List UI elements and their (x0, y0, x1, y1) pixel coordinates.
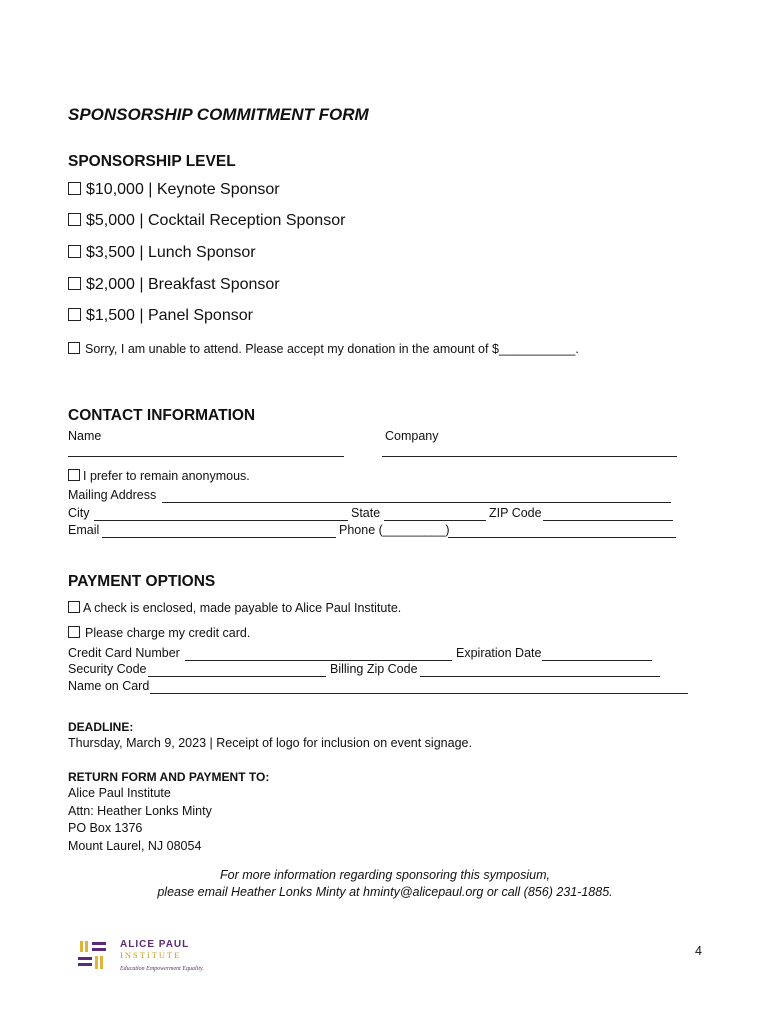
city-label: City (68, 506, 90, 520)
sponsorship-heading: SPONSORSHIP LEVEL (68, 153, 236, 170)
footer-line-2: please email Heather Lonks Minty at hminty@alicepaul.org or call (856) 231-1885. (157, 885, 613, 899)
option-label: $3,500 | Lunch Sponsor (86, 244, 256, 261)
city-field[interactable] (94, 520, 348, 521)
checkbox[interactable] (68, 308, 81, 321)
logo-tagline: Education Empowerment Equality. (120, 966, 204, 972)
page-number: 4 (695, 944, 702, 958)
company-field[interactable] (382, 456, 677, 457)
anonymous-option[interactable] (68, 469, 250, 483)
checkbox[interactable] (68, 626, 80, 638)
name-field[interactable] (68, 456, 344, 457)
check-option[interactable] (68, 601, 401, 615)
donation-option[interactable] (68, 342, 579, 356)
payment-heading: PAYMENT OPTIONS (68, 573, 216, 590)
deadline-heading: DEADLINE: (68, 720, 134, 734)
option-label: $1,500 | Panel Sponsor (86, 307, 253, 324)
alice-paul-logo-mark (78, 940, 108, 970)
mailing-label: Mailing Address (68, 488, 157, 502)
expiration-field[interactable] (542, 660, 652, 661)
zip-field[interactable] (543, 520, 673, 521)
name-on-card-field[interactable] (150, 693, 688, 694)
phone-label: Phone (_________) (339, 523, 450, 537)
sponsorship-option-lunch[interactable] (68, 244, 256, 262)
sponsorship-option-panel[interactable] (68, 307, 253, 325)
option-label: $2,000 | Breakfast Sponsor (86, 276, 280, 293)
return-line-organization: Alice Paul Institute (68, 786, 171, 800)
zip-label: ZIP Code (489, 506, 542, 520)
checkbox[interactable] (68, 245, 81, 258)
return-heading: RETURN FORM AND PAYMENT TO: (68, 770, 270, 784)
anonymous-label: I prefer to remain anonymous. (83, 469, 250, 483)
expiration-label: Expiration Date (456, 646, 542, 660)
contact-heading: CONTACT INFORMATION (68, 407, 256, 424)
checkbox[interactable] (68, 342, 80, 354)
email-field[interactable] (102, 537, 336, 538)
mailing-field[interactable] (162, 502, 671, 503)
sponsorship-option-cocktail[interactable] (68, 212, 345, 230)
footer-line-1: For more information regarding sponsoring this symposium, (220, 868, 550, 882)
deadline-text: Thursday, March 9, 2023 | Receipt of logo for inclusion on event signage. (68, 736, 472, 750)
state-field[interactable] (384, 520, 486, 521)
phone-field[interactable] (448, 537, 676, 538)
logo-name-line-1: ALICE PAUL (120, 939, 190, 950)
billing-zip-label: Billing Zip Code (330, 662, 418, 676)
checkbox[interactable] (68, 601, 80, 613)
option-label: $10,000 | Keynote Sponsor (86, 181, 280, 198)
checkbox[interactable] (68, 213, 81, 226)
logo-name-line-2: INSTITUTE (120, 950, 182, 960)
card-number-label: Credit Card Number (68, 646, 180, 660)
email-label: Email (68, 523, 100, 537)
checkbox[interactable] (68, 277, 81, 290)
security-label: Security Code (68, 662, 147, 676)
state-label: State (351, 506, 381, 520)
checkbox[interactable] (68, 182, 81, 195)
company-label: Company (385, 429, 439, 443)
return-line-attention: Attn: Heather Lonks Minty (68, 804, 212, 818)
donation-label: Sorry, I am unable to attend. Please accept my donation in the amount of $___________. (85, 342, 579, 356)
checkbox[interactable] (68, 469, 80, 481)
form-title: SPONSORSHIP COMMITMENT FORM (68, 105, 369, 124)
sponsorship-option-keynote[interactable] (68, 181, 280, 199)
credit-label: Please charge my credit card. (85, 626, 251, 640)
return-line-po-box: PO Box 1376 (68, 821, 143, 835)
billing-zip-field[interactable] (420, 676, 660, 677)
credit-option[interactable] (68, 626, 250, 640)
option-label: $5,000 | Cocktail Reception Sponsor (86, 212, 346, 229)
name-label: Name (68, 429, 102, 443)
return-line-city: Mount Laurel, NJ 08054 (68, 839, 202, 853)
sponsorship-option-breakfast[interactable] (68, 276, 280, 294)
card-number-field[interactable] (185, 660, 452, 661)
check-label: A check is enclosed, made payable to Alice Paul Institute. (83, 601, 402, 615)
name-on-card-label: Name on Card (68, 679, 150, 693)
security-field[interactable] (148, 676, 326, 677)
